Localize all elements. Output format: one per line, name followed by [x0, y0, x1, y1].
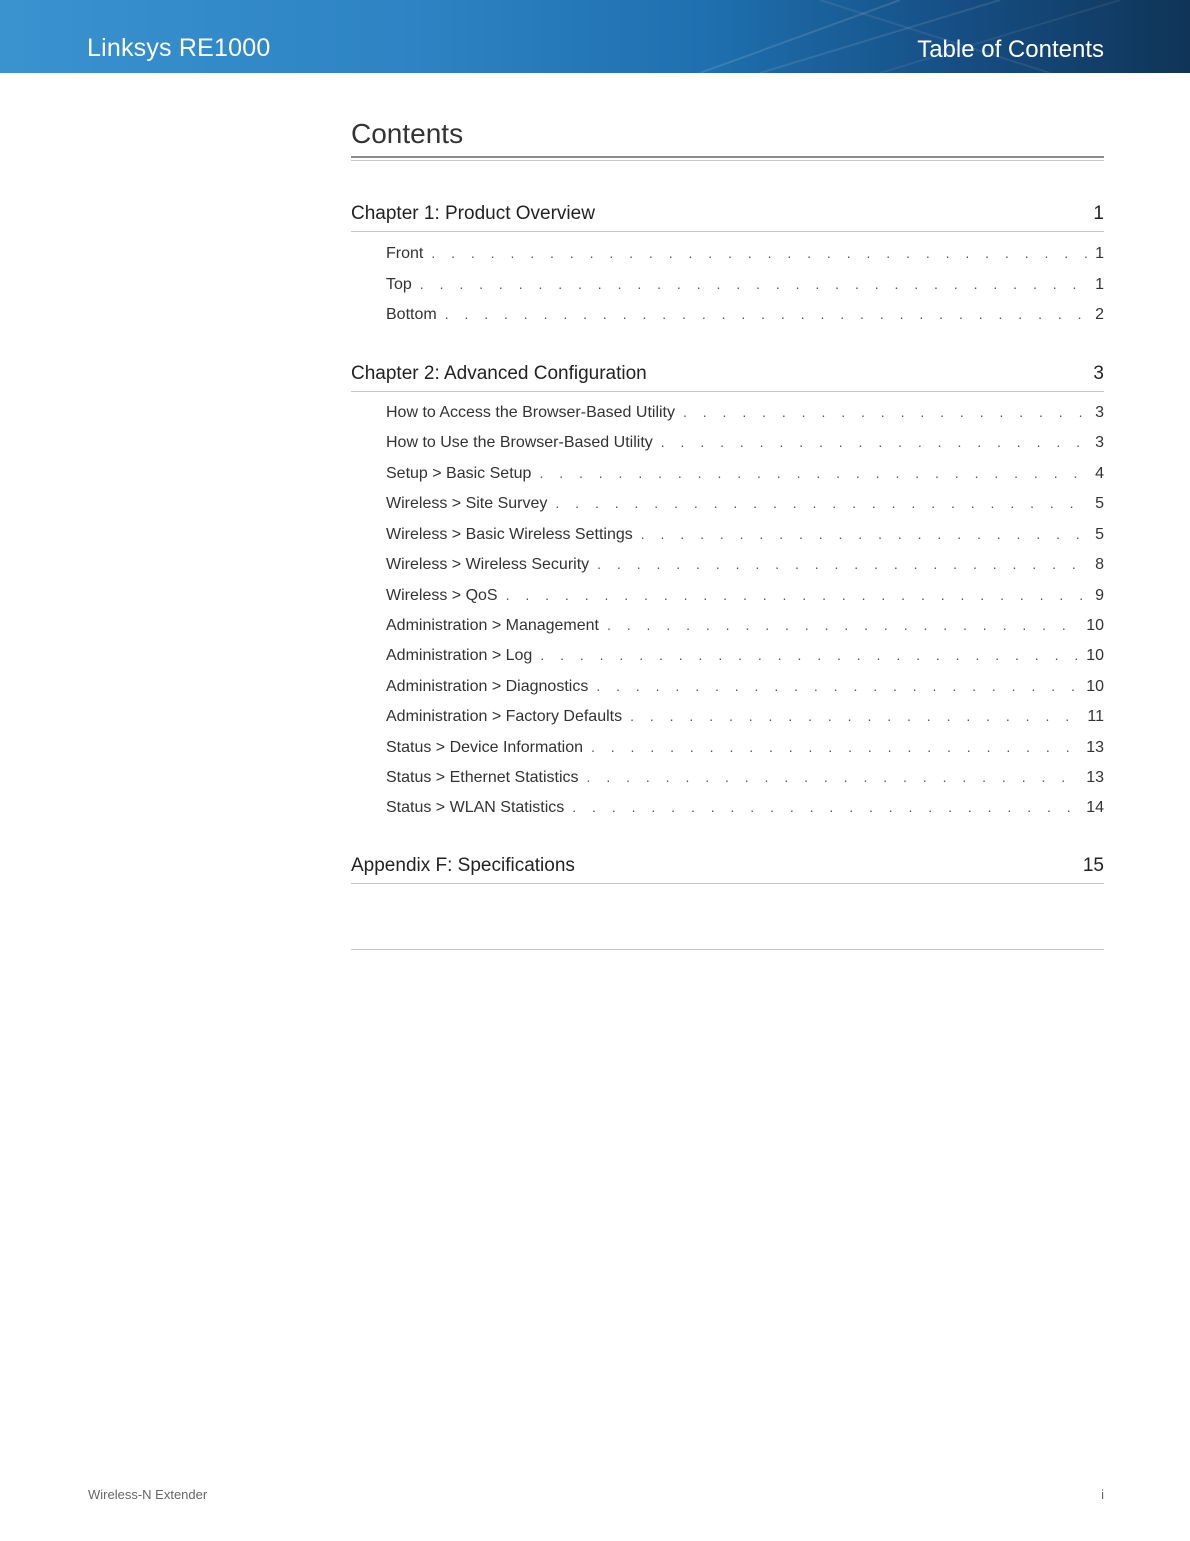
entry-page: 13: [1086, 739, 1104, 756]
entry-title: How to Use the Browser-Based Utility: [386, 434, 653, 451]
toc-entry[interactable]: [386, 553, 1104, 575]
toc-chapter[interactable]: [351, 199, 1104, 232]
chapter-page: 1: [1093, 203, 1104, 224]
dot-leader: [420, 273, 1089, 295]
dot-leader: [540, 644, 1080, 666]
toc-entry[interactable]: [386, 736, 1104, 758]
entry-title: Administration > Log: [386, 647, 533, 664]
entry-title: Setup > Basic Setup: [386, 465, 532, 482]
dot-leader: [661, 431, 1089, 453]
toc-entry[interactable]: [386, 462, 1104, 484]
entry-page: 3: [1095, 404, 1104, 421]
toc-entry[interactable]: [386, 796, 1104, 818]
entry-page: 13: [1086, 769, 1104, 786]
header-section-title: Table of Contents: [917, 36, 1104, 63]
entry-title: Administration > Factory Defaults: [386, 708, 623, 725]
entry-page: 10: [1086, 678, 1104, 695]
entry-title: Wireless > Basic Wireless Settings: [386, 526, 633, 543]
toc-entry[interactable]: [386, 644, 1104, 666]
entry-page: 10: [1086, 647, 1104, 664]
dot-leader: [607, 614, 1080, 636]
header-product-name: Linksys RE1000: [87, 34, 271, 62]
toc-entry[interactable]: [386, 431, 1104, 453]
entry-title: Wireless > Wireless Security: [386, 556, 590, 573]
entry-title: Status > Ethernet Statistics: [386, 769, 579, 786]
entry-page: 5: [1095, 526, 1104, 543]
dot-leader: [596, 675, 1080, 697]
entry-page: 3: [1095, 434, 1104, 451]
heading-rule: [351, 156, 1104, 161]
dot-leader: [506, 584, 1090, 606]
toc-entry[interactable]: [386, 766, 1104, 788]
chapter-title: Appendix F: Specifications: [351, 855, 575, 876]
entry-page: 1: [1095, 276, 1104, 293]
chapter-title: Chapter 2: Advanced Configuration: [351, 363, 647, 384]
dot-leader: [431, 242, 1089, 264]
entry-title: Bottom: [386, 306, 437, 323]
toc-entry[interactable]: [386, 401, 1104, 423]
entry-page: 1: [1095, 245, 1104, 262]
dot-leader: [587, 766, 1081, 788]
dot-leader: [591, 736, 1080, 758]
entry-title: Wireless > Site Survey: [386, 495, 548, 512]
toc-entry[interactable]: [386, 242, 1104, 264]
entry-page: 4: [1095, 465, 1104, 482]
dot-leader: [555, 492, 1089, 514]
dot-leader: [630, 705, 1081, 727]
toc-entry[interactable]: [386, 584, 1104, 606]
entry-page: 5: [1095, 495, 1104, 512]
dot-leader: [597, 553, 1089, 575]
dot-leader: [445, 303, 1089, 325]
toc-entry[interactable]: [386, 614, 1104, 636]
entry-title: Wireless > QoS: [386, 587, 498, 604]
entry-title: Status > WLAN Statistics: [386, 799, 565, 816]
entry-title: Front: [386, 245, 424, 262]
entry-title: How to Access the Browser-Based Utility: [386, 404, 675, 421]
toc-entry[interactable]: [386, 303, 1104, 325]
dot-leader: [539, 462, 1089, 484]
chapter-page: 15: [1082, 855, 1104, 876]
dot-leader: [641, 523, 1089, 545]
footer-page-number: i: [1101, 1487, 1104, 1502]
toc-entry[interactable]: [386, 523, 1104, 545]
entry-page: 2: [1095, 306, 1104, 323]
entry-page: 10: [1086, 617, 1104, 634]
chapter-page: 3: [1093, 363, 1104, 384]
toc-entry[interactable]: [386, 675, 1104, 697]
dot-leader: [683, 401, 1089, 423]
contents-heading: Contents: [351, 118, 464, 149]
toc-chapter[interactable]: [351, 851, 1104, 884]
entry-title: Status > Device Information: [386, 739, 583, 756]
page-header: [0, 0, 1190, 73]
entry-page: 11: [1087, 708, 1104, 725]
dot-leader: [572, 796, 1080, 818]
entry-page: 14: [1086, 799, 1104, 816]
entry-title: Administration > Management: [386, 617, 599, 634]
entry-page: 9: [1095, 587, 1104, 604]
toc-entry[interactable]: [386, 492, 1104, 514]
toc-end-rule: [351, 949, 1104, 950]
entry-title: Administration > Diagnostics: [386, 678, 589, 695]
toc-chapter[interactable]: [351, 359, 1104, 392]
entry-page: 8: [1095, 556, 1104, 573]
footer-product-name: Wireless-N Extender: [88, 1487, 208, 1502]
entry-title: Top: [386, 276, 412, 293]
toc-entry[interactable]: [386, 273, 1104, 295]
chapter-title: Chapter 1: Product Overview: [351, 203, 595, 224]
toc-entry[interactable]: [386, 705, 1104, 727]
